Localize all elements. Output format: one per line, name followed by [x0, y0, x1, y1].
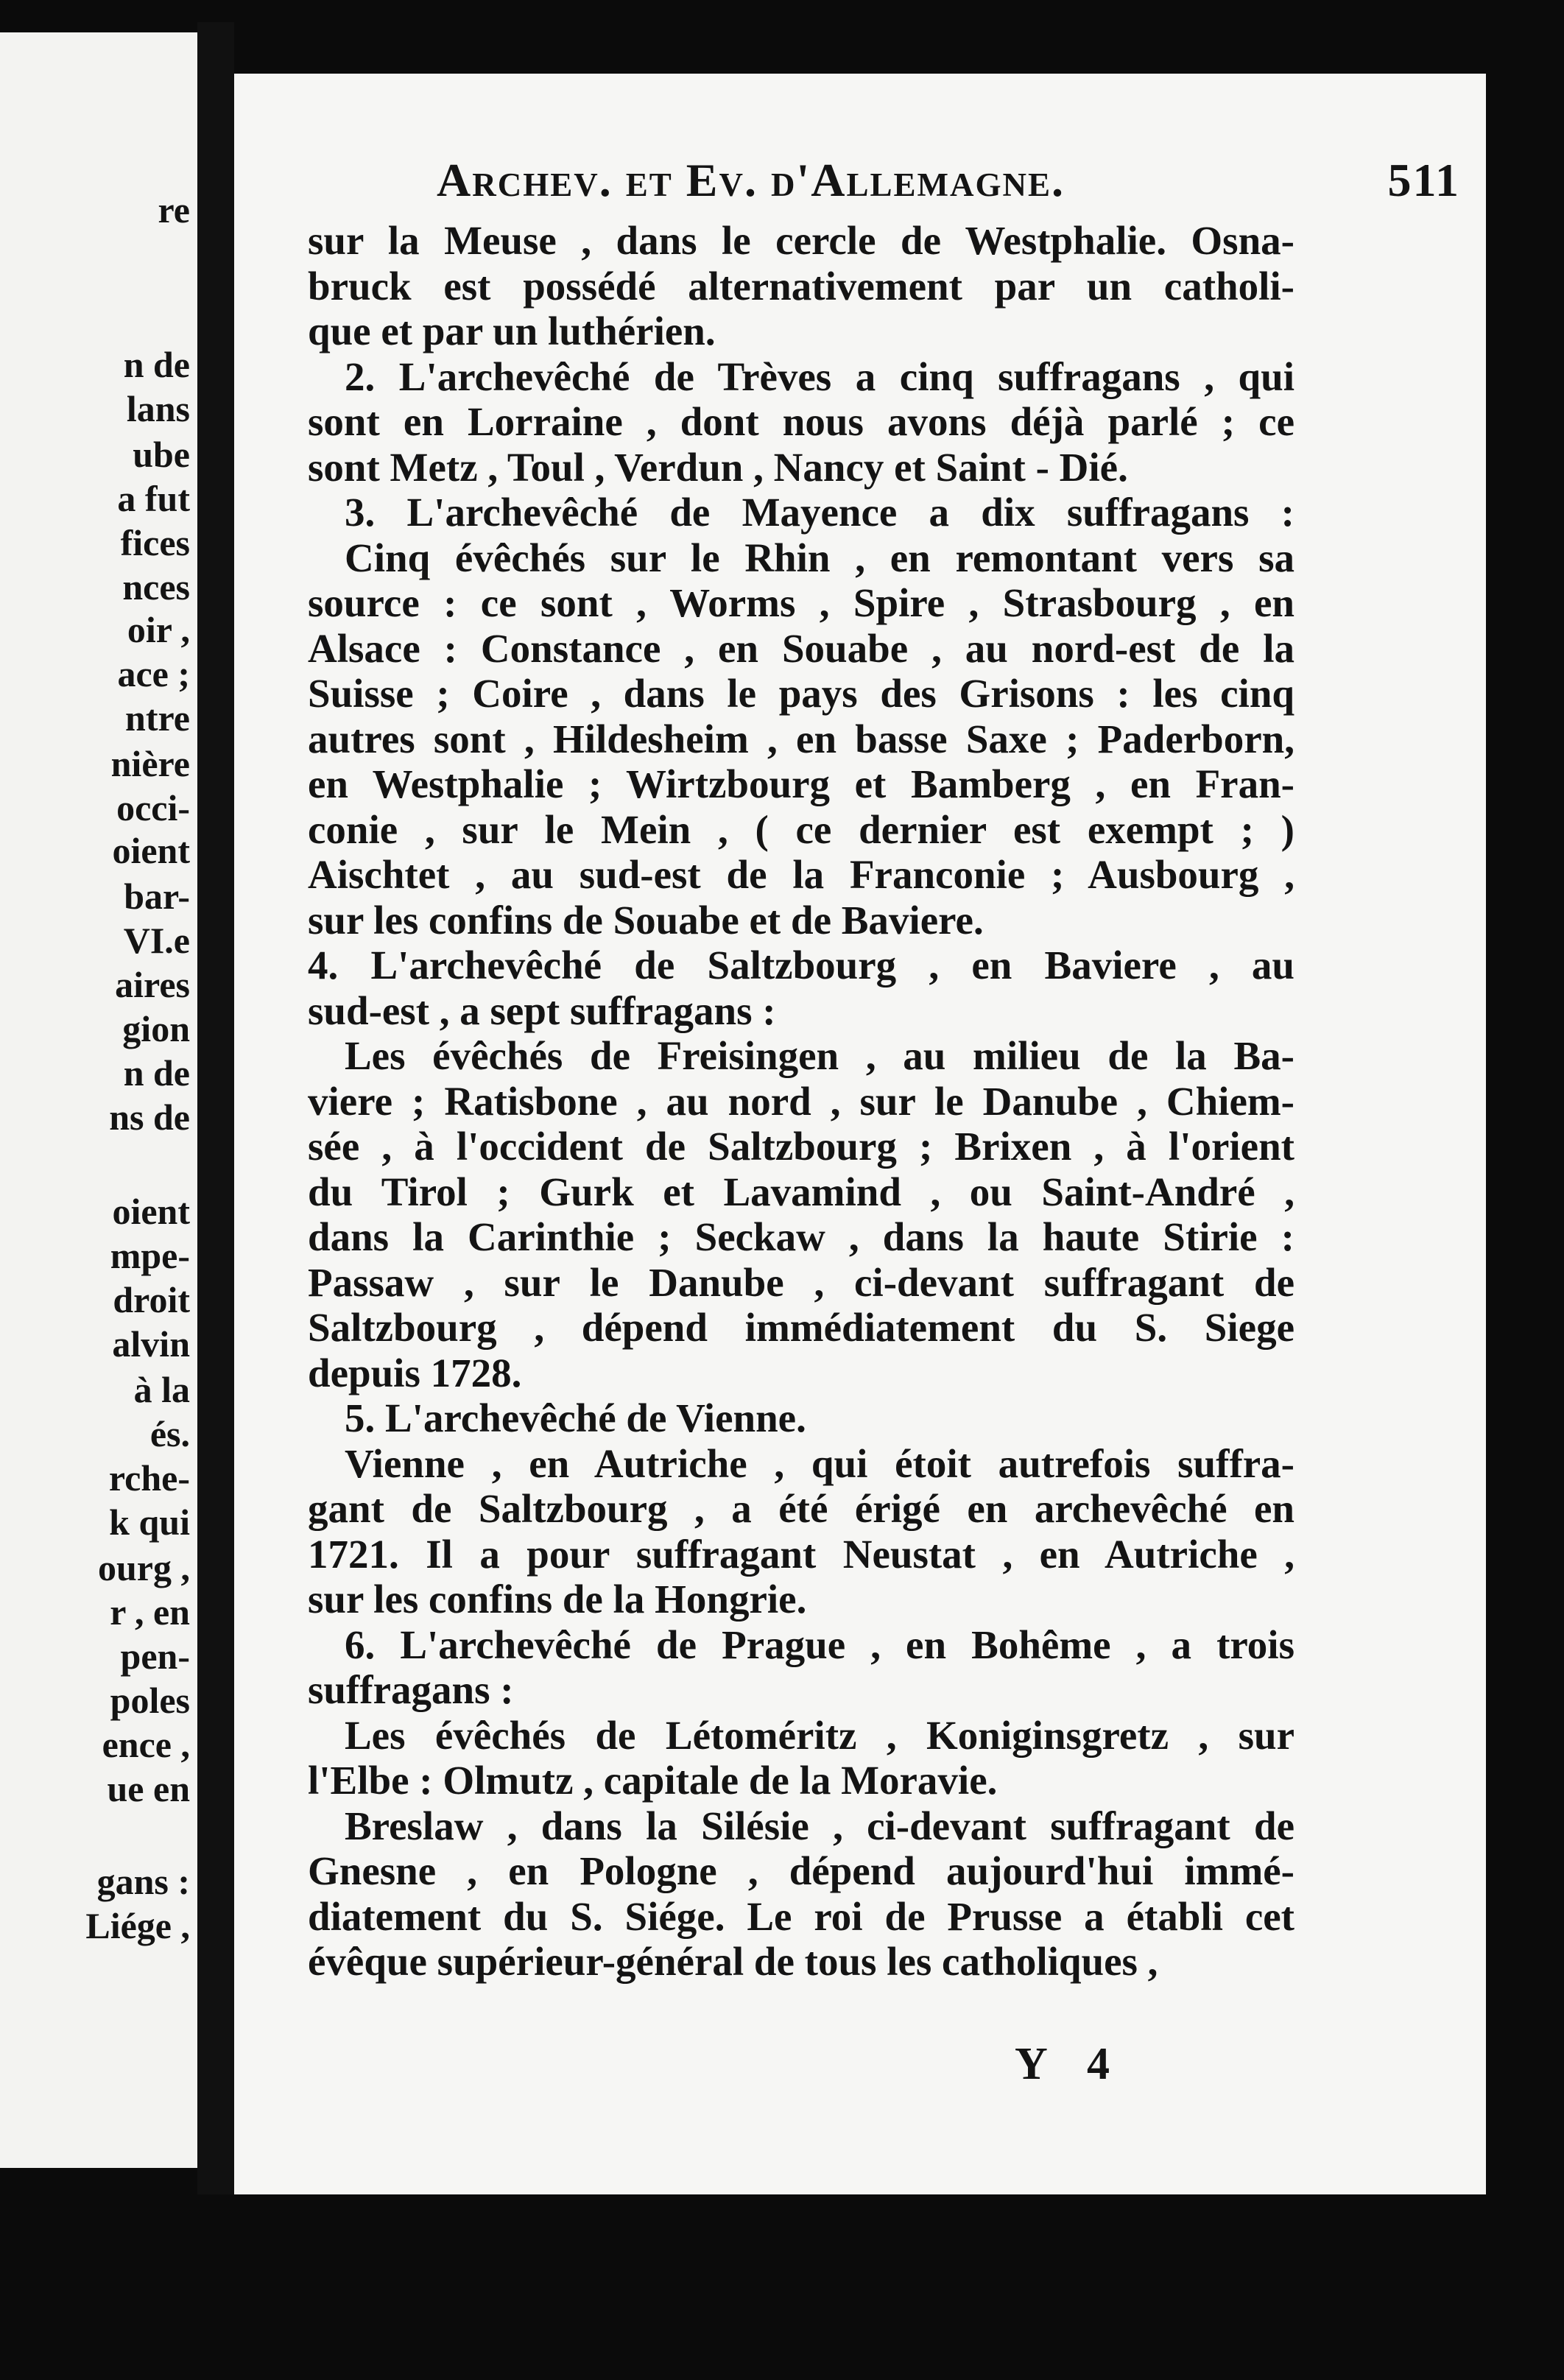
book-gutter — [197, 22, 234, 2194]
facing-page-line: ence , — [102, 1724, 190, 1765]
facing-page-line: a fut — [117, 478, 190, 519]
text-line: 6. L'archevêché de Prague , en Bohême , a trois — [345, 1622, 1294, 1667]
text-line: conie , sur le Mein , ( ce dernier est exempt ; ) — [308, 806, 1294, 852]
facing-page-line: nière — [110, 743, 190, 784]
text-line: que et par un luthérien. — [308, 309, 716, 353]
facing-page-line: mpe- — [110, 1235, 190, 1276]
facing-page-line: alvin — [112, 1323, 190, 1365]
text-line: sée , à l'occident de Saltzbourg ; Brixen , à l'orient — [308, 1124, 1294, 1169]
text-line: sont Metz , Toul , Verdun , Nancy et Saint - Dié. — [308, 444, 1128, 490]
facing-page-line: oir , — [127, 609, 190, 650]
text-line: gant de Saltzbourg , a été érigé en archevêché en — [308, 1486, 1294, 1531]
facing-page-line: ourg , — [98, 1547, 190, 1588]
text-line: en Westphalie ; Wirtzbourg et Bamberg , en Fran- — [308, 761, 1294, 806]
facing-page-line: ube — [133, 434, 190, 475]
running-head — [437, 153, 1460, 208]
facing-page-line: k qui — [109, 1501, 190, 1543]
facing-page-line: poles — [110, 1680, 190, 1721]
text-line: sur les confins de la Hongrie. — [308, 1577, 807, 1622]
text-line: 5. L'archevêché de Vienne. — [345, 1395, 806, 1440]
facing-page-line: r , en — [110, 1591, 190, 1633]
facing-page-line: pen- — [120, 1636, 190, 1677]
text-line: Les évêchés de Freisingen , au milieu de la Ba- — [345, 1033, 1294, 1078]
facing-page-line: re — [158, 189, 190, 230]
text-line: Gnesne , en Pologne , dépend aujourd'hui immé- — [308, 1848, 1294, 1893]
text-line: sur la Meuse , dans le cercle de Westphalie. Osna- — [308, 218, 1294, 263]
text-line: évêque supérieur-général de tous les catholiques , — [308, 1939, 1158, 1984]
text-line: Cinq évêchés sur le Rhin , en remontant vers sa — [345, 535, 1294, 580]
facing-page-line: oient — [112, 1191, 190, 1232]
facing-page-line: aires — [115, 964, 190, 1005]
text-line: suffragans : — [308, 1667, 514, 1712]
text-line: 1721. Il a pour suffragant Neustat , en Autriche , — [308, 1531, 1294, 1577]
facing-page-line: à la — [133, 1369, 190, 1410]
text-line: 3. L'archevêché de Mayence a dix suffragans : — [345, 490, 1294, 535]
text-line: sud-est , a sept suffragans : — [308, 987, 776, 1033]
facing-page-line: VI.e — [123, 920, 190, 961]
facing-page-line: fices — [120, 522, 190, 563]
facing-page-line: ns de — [109, 1096, 190, 1138]
facing-page-fragment — [0, 32, 200, 2168]
facing-page-line: lans — [126, 388, 190, 429]
text-line: 2. L'archevêché de Trèves a cinq suffragans , qui — [345, 353, 1294, 399]
signature-mark: Y 4 — [1015, 2039, 1124, 2089]
text-line: dans la Carinthie ; Seckaw , dans la haute Stirie : — [308, 1214, 1294, 1259]
text-line: source : ce sont , Worms , Spire , Strasbourg , en — [308, 580, 1294, 625]
text-line: Passaw , sur le Danube , ci-devant suffragant de — [308, 1259, 1294, 1305]
text-line: depuis 1728. — [308, 1350, 522, 1395]
page-number: 511 — [1387, 154, 1460, 206]
text-line: sur les confins de Souabe et de Baviere. — [308, 897, 984, 943]
body-text — [308, 218, 1294, 1985]
text-line: autres sont , Hildesheim , en basse Saxe ; Paderborn, — [308, 716, 1294, 761]
facing-page-line: bar- — [124, 876, 190, 917]
facing-page-line: gion — [122, 1008, 190, 1049]
text-line: Les évêchés de Létoméritz , Koniginsgretz , sur — [345, 1712, 1294, 1758]
book-page — [234, 74, 1486, 2194]
text-line: viere ; Ratisbone , au nord , sur le Danube , Chiem- — [308, 1078, 1294, 1124]
facing-page-line: ace ; — [117, 653, 190, 694]
text-line: Alsace : Constance , en Souabe , au nord-est de la — [308, 625, 1294, 671]
text-line: bruck est possédé alternativement par un catholi- — [308, 263, 1294, 309]
facing-page-line: droit — [113, 1279, 190, 1320]
text-line: Breslaw , dans la Silésie , ci-devant suffragant de — [345, 1803, 1294, 1848]
text-line: 4. L'archevêché de Saltzbourg , en Baviere , au — [308, 943, 1294, 987]
facing-page-line: és. — [149, 1413, 190, 1454]
facing-page-line: ntre — [125, 697, 190, 739]
text-line: l'Elbe : Olmutz , capitale de la Moravie. — [308, 1758, 998, 1803]
facing-page-line: ue en — [107, 1768, 190, 1809]
facing-page-line: gans : — [96, 1861, 190, 1902]
text-line: Vienne , en Autriche , qui étoit autrefois suffra- — [345, 1440, 1294, 1486]
text-line: du Tirol ; Gurk et Lavamind , ou Saint-André , — [308, 1169, 1294, 1214]
text-line: Saltzbourg , dépend immédiatement du S. Siege — [308, 1305, 1294, 1350]
facing-page-line: nces — [122, 566, 190, 608]
facing-page-line: n de — [123, 1052, 190, 1094]
facing-page-line: rche- — [108, 1457, 190, 1499]
facing-page-line: Liége , — [85, 1905, 190, 1946]
running-title: Archev. et Ev. d'Allemagne. — [437, 154, 1065, 206]
facing-page-line: n de — [123, 344, 190, 385]
text-line: diatement du S. Siége. Le roi de Prusse a établi cet — [308, 1893, 1294, 1939]
text-line: sont en Lorraine , dont nous avons déjà parlé ; ce — [308, 399, 1294, 444]
text-line: Aischtet , au sud-est de la Franconie ; Ausbourg , — [308, 852, 1294, 897]
facing-page-line: occi- — [116, 787, 190, 828]
text-line: Suisse ; Coire , dans le pays des Grisons : les cinq — [308, 671, 1294, 716]
facing-page-line: oient — [112, 830, 190, 871]
